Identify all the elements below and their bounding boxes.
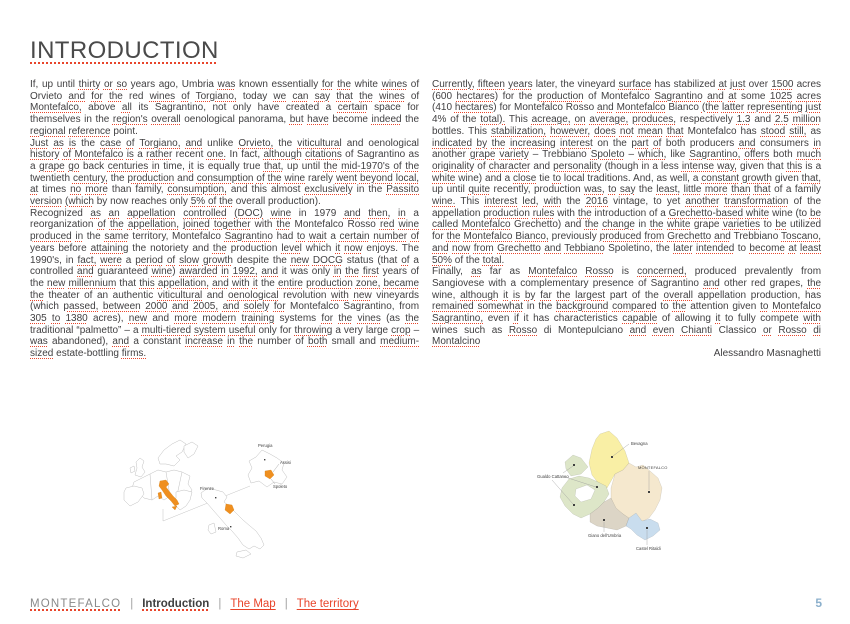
roma-marker [230,526,231,527]
intro-paragraph: Just as is the case of Torgiano, and unlike Orvieto, the viticultural and oenological history of Montefalco is a rather recent one. In fact, although citations of Sagrantino as a grape go back centuries in time, it is equally true that, up until the mid-1970's of the twentieth century, the production and consumption of the wine rarely went beyond local, at times no more than family, consumption, and this almost exclusively in the Passito version (which by now reaches only 5% of the overall production). [30,137,420,208]
map-label-firenze: Firenze [200,486,214,491]
footer-separator: | [284,598,288,610]
intro-paragraph: Recognized as an appellation controlled (DOC) wine in 1979 and then, in a reorganization of the appellation, joined together with the Montefalco Rosso red wine produced in the same territory, Montefalco Sagrantino had to wait a certain number of years before attaining the notoriety and the production level which it now enjoys. The 1990's, in fact, were a period of slow growth despite the new DOCG status (that of a controlled and guaranteed wine) awarded in 1992, and it was only in the first years of the new millennium that this appellation, and with it the entire production zone, became the theater of an authentic viticultural and oenological revolution with new vineyards (which passed, between 2000 and 2005, and solely for Montefalco Sagrantino, from 305 to 1380 acres), new and more modern training systems for the vines (as the traditional “palmetto” – a multi-tiered system useful only for throwing a very large crop – was abandoned), and a constant increase in the number of both small and medium-sized estate-bottling firms. [30,207,420,360]
map-label-perugia: Perugia [258,443,273,448]
map-label-giano-dell-umbria: Giano dell'Umbria [588,533,622,538]
footer-brand[interactable]: MONTEFALCO [30,598,122,610]
map-label-roma: Roma [218,526,230,531]
map-label-montefalco: MONTEFALCO [638,465,668,470]
intro-column-right [432,79,821,360]
territory-map [532,418,728,584]
footer-separator: | [218,598,222,610]
footer-link-introduction[interactable]: Introduction [142,598,210,610]
italy-outline [201,488,264,558]
intro-paragraph: Currently, fifteen years later, the vineyard surface has stabilized at just over 1500 acres (600 hectares) for the production of Montefalco Sagrantino and at some 1025 acres (410 hectares) for Montefalco Rosso and Montefalco Bianco (the latter representing just 4% of the total). This acreage, on average, produces, respectively 1.3 and 2.5 million bottles. This stabilization, however, does not mean that Montefalco has stood still, as indicated by the increasing interest on the part of both producers and consumers in another grape variety – Trebbiano Spoleto – which, like Sagrantino, offers both much originality of character and personality (though in a less intense way, given that this is a white wine) and a close tie to local traditions. And, as well, a constant growth given that, up until quite recently, production was, to say the least, little more than that of a family wine. This interest led, with the 2016 vintage, to yet another transformation of the appellation production rules with the introduction of a Grechetto-based white wine (to be called Montefalco Grechetto) and the change in the white grape varieties to be utilized for the Montefalco Bianco, previously produced from Grechetto and Trebbiano Toscano, and now from Grechetto and Tebbiano Spoletino, the later intended to become at least 50% of the total. [432,79,822,266]
umbria-inset-outline [248,450,287,487]
footer-link-the-map[interactable]: The Map [230,598,276,610]
page-title: INTRODUCTION [30,37,219,64]
intro-column-left [30,79,419,360]
intro-paragraph: Finally, as far as Montefalco Rosso is concerned, produced prevalently from Sangiovese with a complementary presence of Sagrantino and other red grapes, the wine, although it is by far the largest part of the overall appellation production, has remained somewhat in the background compared to the attention given to Montefalco Sagrantino, even if it has characteristics capable of allowing it to fully compete with wines such as Rosso di Montepulciano and even Chianti Classico or Rosso di Montalcino [432,266,822,348]
page-number: 5 [815,596,822,610]
byline: Alessandro Masnaghetti [713,348,821,360]
map-label-bevagna: Bevagna [631,441,648,446]
map-label-spoleto: Spoleto [273,484,288,489]
map-label-assisi: Assisi [280,460,291,465]
map-label-gualdo-cattaneo: Gualdo Cattaneo [537,474,569,479]
perugia-marker [264,459,265,460]
europe-outline [124,440,198,510]
footer-link-the-territory[interactable]: The territory [296,598,359,610]
map-label-castel-ritaldi: Castel Ritaldi [636,546,661,551]
zone-gualdo-cattaneo-upper [565,455,588,476]
locator-map [80,430,330,580]
footer-nav [30,598,359,610]
intro-paragraph: If, up until thirty or so years ago, Umbria was known essentially for the white wines of Orvieto and for the red wines of Torgiano, today we can say that the wines of Montefalco, above all its Sagrantino, not only have created a certain space for themselves in the region's overall oenological panorama, but have become indeed the regional reference point. [30,79,420,137]
firenze-marker [215,497,216,498]
footer-separator: | [130,598,134,610]
